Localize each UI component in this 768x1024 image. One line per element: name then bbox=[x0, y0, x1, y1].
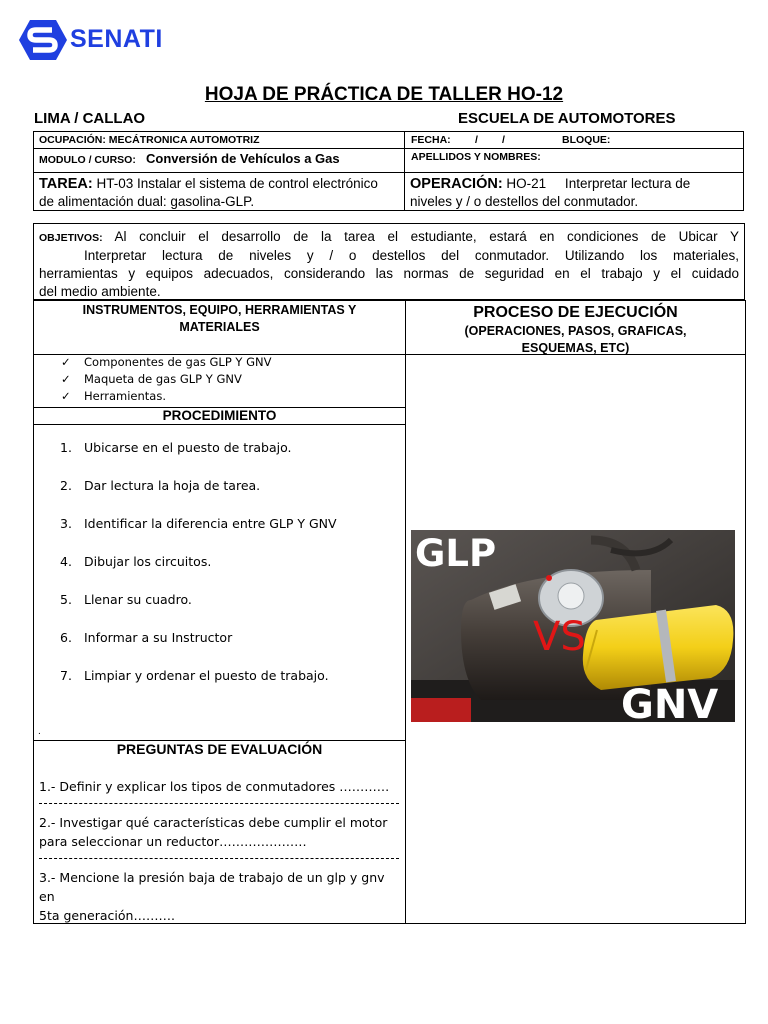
ocupacion-cell bbox=[33, 131, 405, 149]
objetivos-box bbox=[33, 223, 745, 300]
list-item: 7. Limpiar y ordenar el puesto de trabajo. bbox=[60, 668, 329, 683]
table-border bbox=[405, 354, 406, 924]
table-border bbox=[33, 354, 34, 924]
list-item: 4. Dibujar los circuitos. bbox=[60, 554, 212, 569]
modulo-cell bbox=[33, 148, 405, 173]
logo-text: SENATI bbox=[70, 25, 163, 53]
gas-tank-illustration bbox=[411, 530, 735, 722]
materials-list bbox=[40, 354, 271, 405]
fecha-separator: / bbox=[502, 134, 505, 146]
list-item: ✓ Herramientas. bbox=[61, 389, 166, 403]
list-item: 1. Ubicarse en el puesto de trabajo. bbox=[60, 440, 292, 455]
instrumentos-title: MATERIALES bbox=[179, 320, 260, 334]
operacion-cell bbox=[404, 172, 744, 211]
tarea-cell bbox=[33, 172, 405, 211]
check-icon: ✓ bbox=[61, 372, 71, 386]
proceso-subtitle: (OPERACIONES, PASOS, GRAFICAS, bbox=[464, 324, 687, 338]
objetivos-line: Interpretar lectura de niveles y / o destellos del conmutador. Utilizando los materiales, bbox=[84, 248, 739, 263]
fecha-separator: / bbox=[475, 134, 478, 146]
question-1: 1.- Definir y explicar los tipos de conmutadores ………… bbox=[39, 779, 390, 794]
list-item: 6. Informar a su Instructor bbox=[60, 630, 233, 645]
objetivos-label: OBJETIVOS: bbox=[39, 232, 103, 244]
divider bbox=[39, 858, 399, 859]
tarea-value: HT-03 Instalar el sistema de control electrónico de alimentación dual: gasolina-GLP. bbox=[39, 176, 378, 209]
objetivos-text bbox=[39, 228, 739, 301]
list-item: ✓ Componentes de gas GLP Y GNV bbox=[61, 355, 272, 369]
proceso-header bbox=[405, 300, 746, 355]
divider bbox=[39, 803, 399, 804]
modulo-label: MODULO / CURSO: bbox=[39, 154, 136, 166]
apellidos-label: APELLIDOS Y NOMBRES: bbox=[411, 151, 541, 163]
list-item: ✓ Maqueta de gas GLP Y GNV bbox=[61, 372, 242, 386]
objetivos-line: Al concluir el desarrollo de la tarea el estudiante, estará en condiciones de Ubicar Y bbox=[114, 229, 739, 244]
check-icon: ✓ bbox=[61, 355, 71, 369]
bloque-label: BLOQUE: bbox=[562, 134, 611, 146]
objetivos-line: herramientas y equipos adecuados, considerando las normas de seguridad en el trabajo y el cuidado bbox=[39, 266, 739, 281]
page-title: HOJA DE PRÁCTICA DE TALLER HO-12 bbox=[204, 84, 564, 105]
senati-logo-icon bbox=[18, 18, 68, 62]
table-border bbox=[745, 354, 746, 924]
apellidos-cell[interactable] bbox=[404, 148, 744, 173]
procedimiento-list bbox=[40, 440, 337, 706]
procedimiento-title: PROCEDIMIENTO bbox=[162, 408, 277, 423]
location-label: LIMA / CALLAO bbox=[34, 110, 146, 127]
tarea-label: TAREA: bbox=[39, 176, 93, 192]
modulo-value: Conversión de Vehículos a Gas bbox=[146, 151, 340, 166]
vs-label: VS bbox=[533, 614, 586, 660]
list-item: 2. Dar lectura la hoja de tarea. bbox=[60, 478, 261, 493]
proceso-title: PROCESO DE EJECUCIÓN bbox=[473, 304, 678, 321]
question-3: 3.- Mencione la presión baja de trabajo de un glp y gnv en 5ta generación………. bbox=[39, 870, 385, 923]
evaluacion-title: PREGUNTAS DE EVALUACIÓN bbox=[116, 741, 323, 757]
school-label: ESCUELA DE AUTOMOTORES bbox=[458, 110, 676, 127]
check-icon: ✓ bbox=[61, 389, 71, 403]
proceso-subtitle: ESQUEMAS, ETC) bbox=[521, 341, 630, 355]
operacion-label: OPERACIÓN: bbox=[410, 176, 503, 192]
list-item: 3. Identificar la diferencia entre GLP Y GNV bbox=[60, 516, 337, 531]
glp-label: GLP bbox=[415, 532, 497, 575]
fecha-cell[interactable] bbox=[404, 131, 744, 149]
ocupacion-text: OCUPACIÓN: MECÁTRONICA AUTOMOTRIZ bbox=[39, 134, 260, 146]
operacion-value: HO-21 Interpretar lectura de niveles y / o destellos del conmutador. bbox=[410, 176, 695, 209]
operacion-text bbox=[410, 175, 735, 210]
instrumentos-title: INSTRUMENTOS, EQUIPO, HERRAMIENTAS Y bbox=[82, 303, 357, 317]
instrumentos-header bbox=[33, 300, 406, 355]
list-item: 5. Llenar su cuadro. bbox=[60, 592, 192, 607]
tarea-text bbox=[39, 175, 389, 210]
glp-vs-gnv-photo bbox=[411, 530, 735, 722]
objetivos-line: del medio ambiente. bbox=[39, 284, 161, 299]
fecha-label: FECHA: bbox=[411, 134, 451, 146]
stray-dot: . bbox=[38, 726, 41, 737]
question-2: 2.- Investigar qué características debe cumplir el motor para seleccionar un reductor………………… bbox=[39, 815, 388, 849]
gnv-label: GNV bbox=[621, 682, 719, 722]
